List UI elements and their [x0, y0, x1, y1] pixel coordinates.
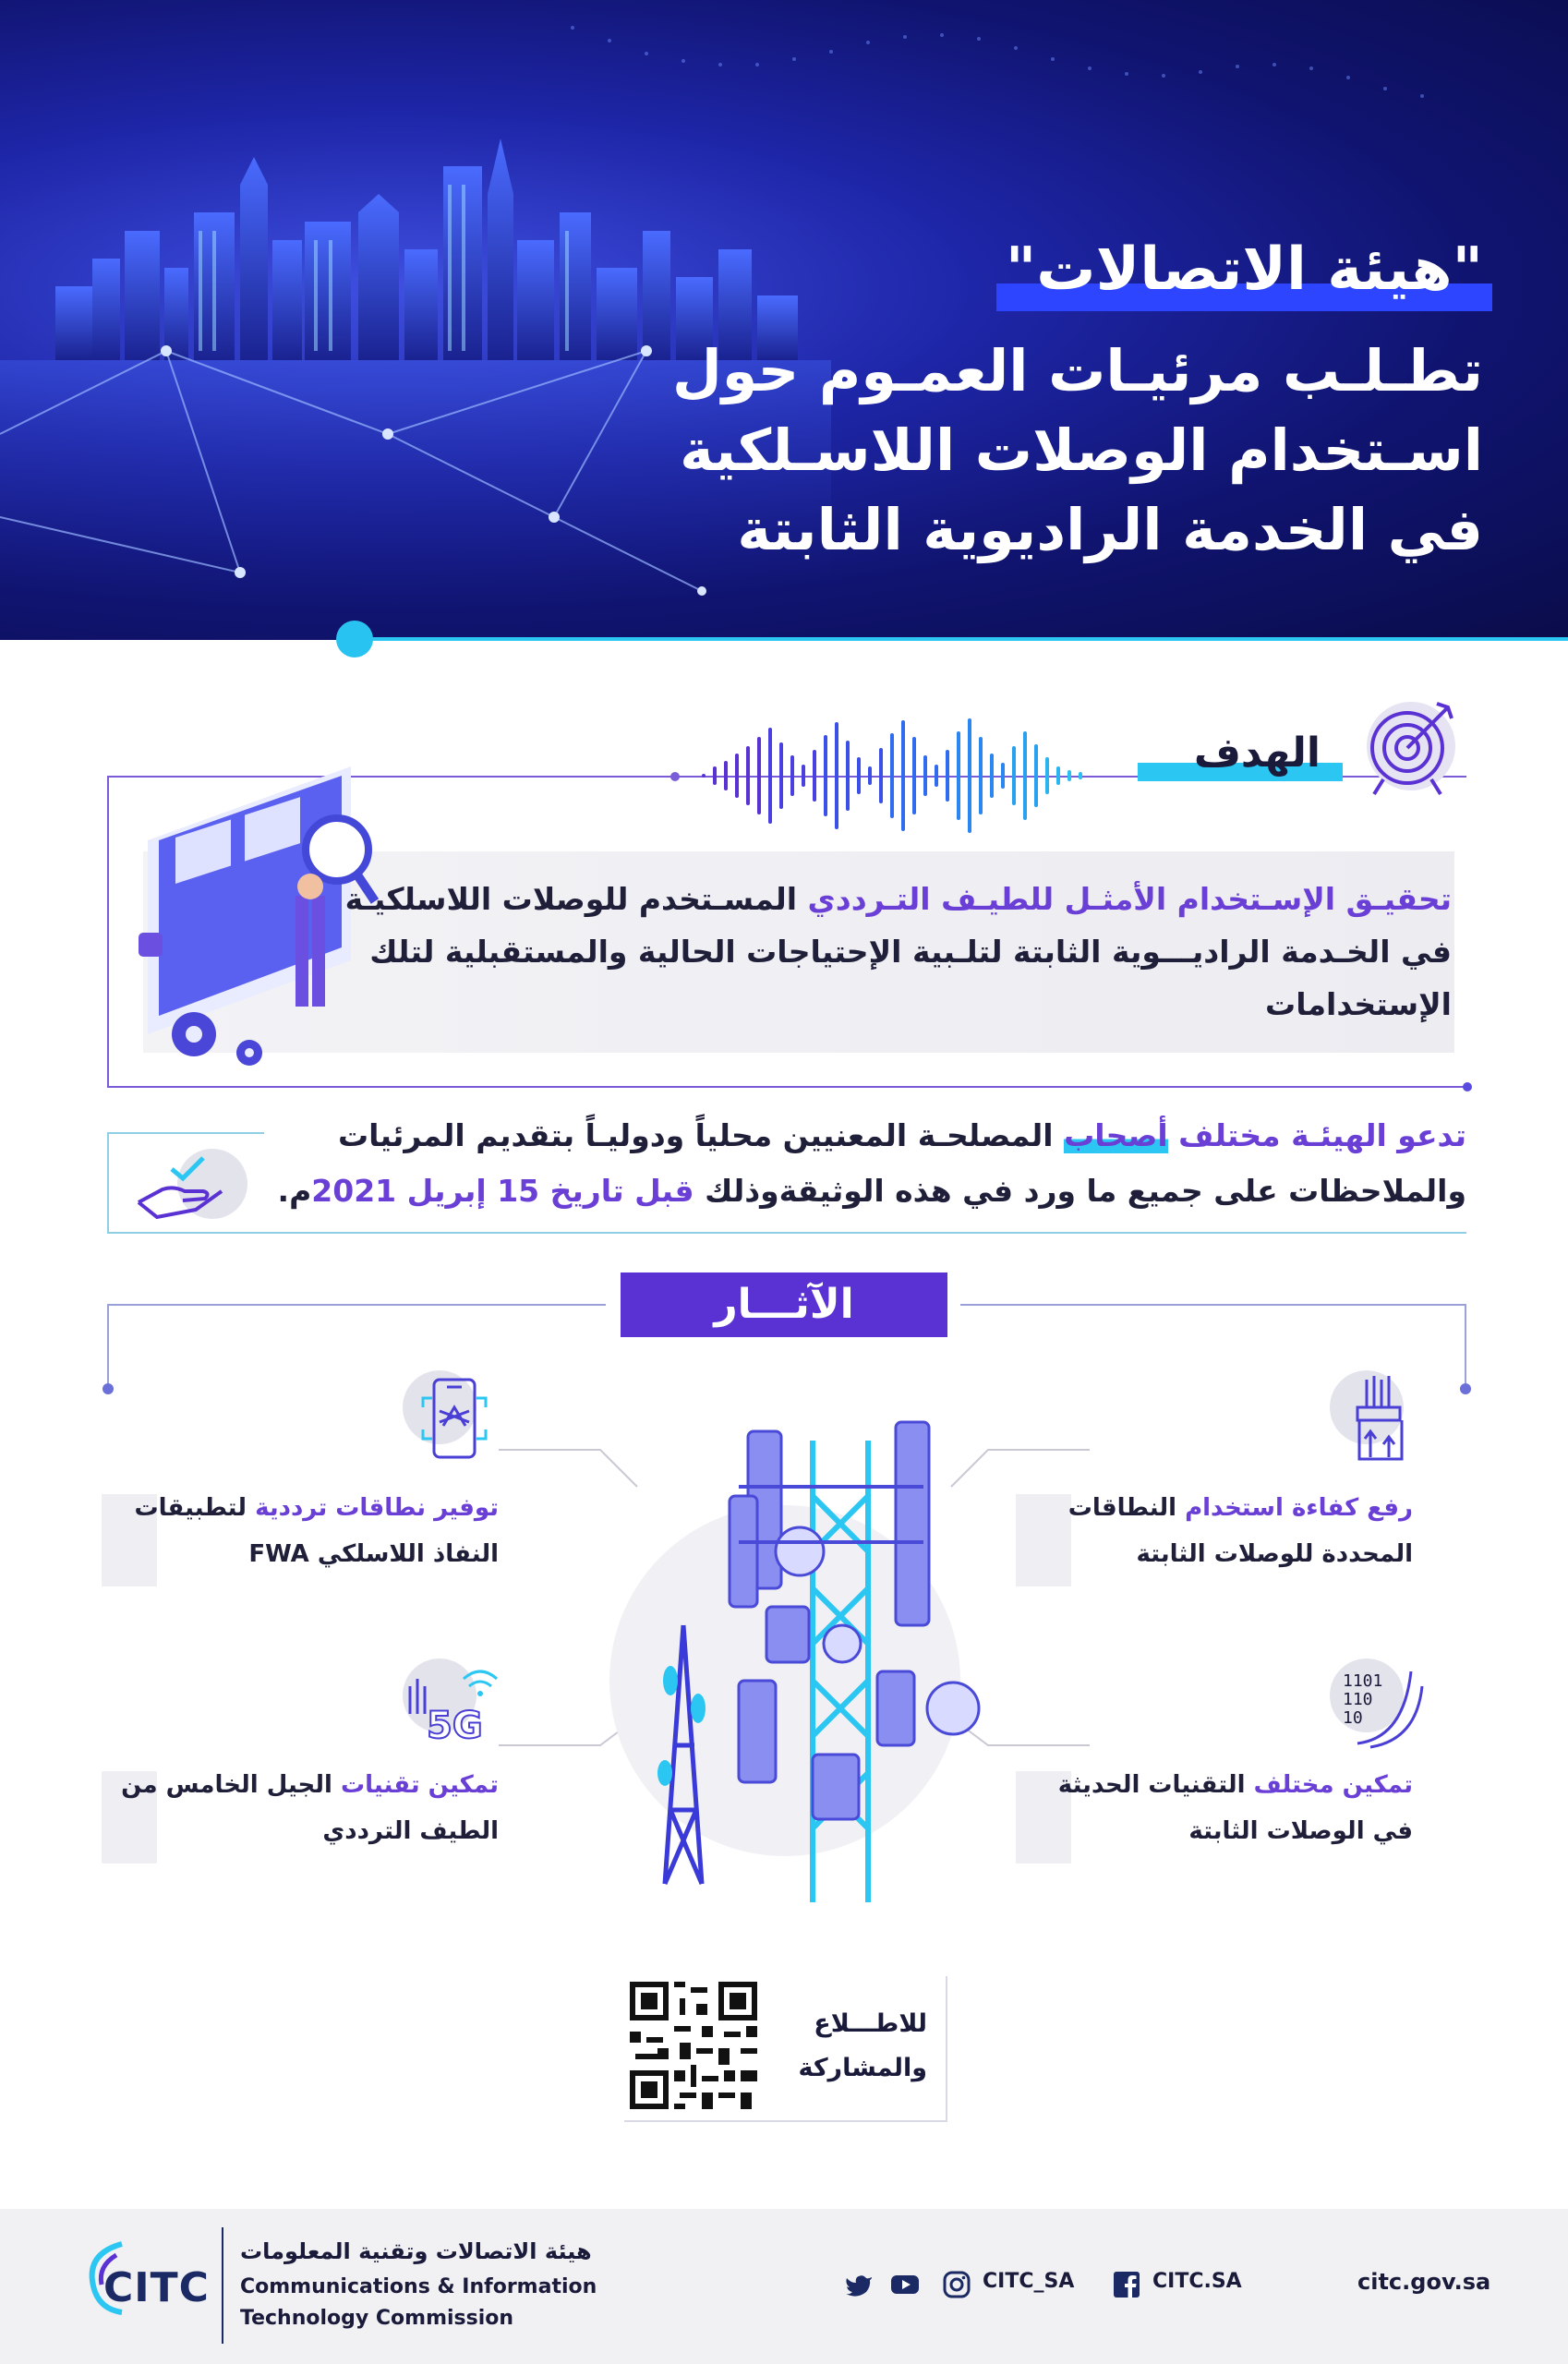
svg-text:1101: 1101 — [1343, 1671, 1383, 1691]
impacts-line-right — [960, 1304, 1466, 1306]
impact-5g-rest: الجيل الخامس من الطيف الترددي — [121, 1771, 499, 1845]
qr-caption — [798, 2002, 927, 2091]
impact-technologies-rest: التقنيات الحديثة في الوصلات الثابتة — [1057, 1771, 1413, 1845]
goal-description-highlight: تحقيـق الإسـتخدام الأمثـل للطيـف التـرددي — [807, 881, 1452, 917]
website-link[interactable]: citc.gov.sa — [1357, 2269, 1491, 2295]
hero-title-block — [672, 235, 1483, 570]
invite-text-3: المصلحـة المعنيين محلياً ودوليـاً بتقديم المرئيات والملاحظات على جميع ما ورد في هذه الوثيقةوذلك — [337, 1117, 1466, 1209]
impacts-line-left-down — [107, 1304, 109, 1387]
goal-description-rest: المسـتخدم للوصلات اللاسلكيـة في الخـدمة الراديـــوية الثابتة لتلـبية الإحتياجات الحالية والمستقبلية لتلك الإستخدامات — [344, 881, 1452, 1022]
hero-divider-dot — [336, 621, 373, 657]
telecom-tower-illustration — [609, 1404, 997, 1902]
instagram-icon[interactable] — [942, 2270, 971, 2299]
target-icon — [1356, 691, 1466, 802]
hero-divider-line — [356, 637, 1568, 641]
hand-check-icon — [129, 1145, 249, 1228]
org-name-arabic: هيئة الاتصالات وتقنية المعلومات — [240, 2238, 592, 2264]
binary-signal-icon — [1330, 1658, 1431, 1760]
hero-line-2: اسـتخدام الوصلات اللاسـلكية — [680, 416, 1483, 484]
impact-technologies-highlight: تمكين مختلف — [1253, 1771, 1413, 1799]
org-name-english-line-1: Communications & Information — [240, 2275, 597, 2298]
goal-frame-dot — [670, 772, 680, 781]
impact-item-bg — [1016, 1494, 1071, 1586]
impact-bands-highlight: توفير نطاقات ترددية — [255, 1494, 499, 1522]
antenna-upload-icon — [1330, 1370, 1431, 1472]
impact-item-technologies — [1025, 1762, 1413, 1854]
goal-frame-dot-end — [1463, 1082, 1472, 1092]
invite-text-5: م. — [277, 1173, 312, 1209]
citc-logo[interactable]: CITC — [103, 2264, 210, 2311]
footer-divider — [222, 2227, 223, 2344]
footer — [0, 2209, 1568, 2364]
facebook-handle[interactable]: CITC.SA — [1152, 2270, 1242, 2293]
impact-item-efficiency — [1025, 1485, 1413, 1577]
impact-item-5g — [111, 1762, 499, 1854]
youtube-icon[interactable] — [890, 2270, 920, 2299]
impact-efficiency-highlight: رفع كفاءة استخدام — [1185, 1494, 1413, 1522]
goal-heading-text: الهدف — [1193, 730, 1321, 777]
impacts-heading-text: الآثـــار — [714, 1281, 854, 1328]
impacts-line-left — [107, 1304, 606, 1306]
social-handle[interactable]: CITC_SA — [983, 2270, 1075, 2293]
org-name-english-line-2: Technology Commission — [240, 2307, 514, 2330]
impacts-heading — [621, 1272, 947, 1337]
invite-deadline: قبل تاريخ 15 إبريل 2021 — [311, 1173, 694, 1209]
svg-text:110: 110 — [1343, 1690, 1373, 1709]
hero-headline — [672, 332, 1483, 570]
hero-badge-text: "هيئة الاتصالات" — [1005, 235, 1483, 304]
qr-code-icon[interactable] — [624, 1976, 763, 2115]
svg-text:5G: 5G — [427, 1705, 483, 1747]
impact-item-bands — [111, 1485, 499, 1577]
5g-icon — [403, 1658, 504, 1760]
svg-text:10: 10 — [1343, 1708, 1363, 1728]
qr-caption-line-2: والمشاركة — [798, 2054, 927, 2082]
hero-badge — [1006, 235, 1483, 304]
impact-efficiency-rest: النطاقات المحددة للوصلات الثابتة — [1067, 1494, 1413, 1568]
goal-heading — [1138, 730, 1343, 781]
invite-text-1: تدعو الهيئـة مختلف — [1167, 1117, 1466, 1153]
facebook-icon[interactable] — [1112, 2270, 1141, 2299]
twitter-icon[interactable] — [844, 2270, 874, 2299]
impacts-line-right-down — [1465, 1304, 1466, 1387]
impact-5g-highlight: تمكين تقنيات — [341, 1771, 499, 1799]
sound-wave-icon — [694, 711, 1110, 840]
impacts-dot-left — [103, 1383, 114, 1394]
invite-text-2: أصحاب — [1064, 1117, 1168, 1153]
goal-description — [344, 873, 1452, 1031]
invite-description — [238, 1108, 1466, 1219]
hero-line-3: في الخدمة الراديوية الثابتة — [737, 496, 1483, 563]
hero-line-1: تطـلـب مرئيـات العمـوم حول — [671, 337, 1483, 404]
phone-connect-icon — [403, 1370, 504, 1472]
impacts-dot-right — [1460, 1383, 1471, 1394]
qr-section — [624, 1976, 947, 2122]
qr-caption-line-1: للاطـــلاع — [814, 2009, 927, 2038]
hero-banner — [0, 0, 1568, 640]
impact-bands-rest: لتطبيقات النفاذ اللاسلكي FWA — [134, 1494, 499, 1568]
